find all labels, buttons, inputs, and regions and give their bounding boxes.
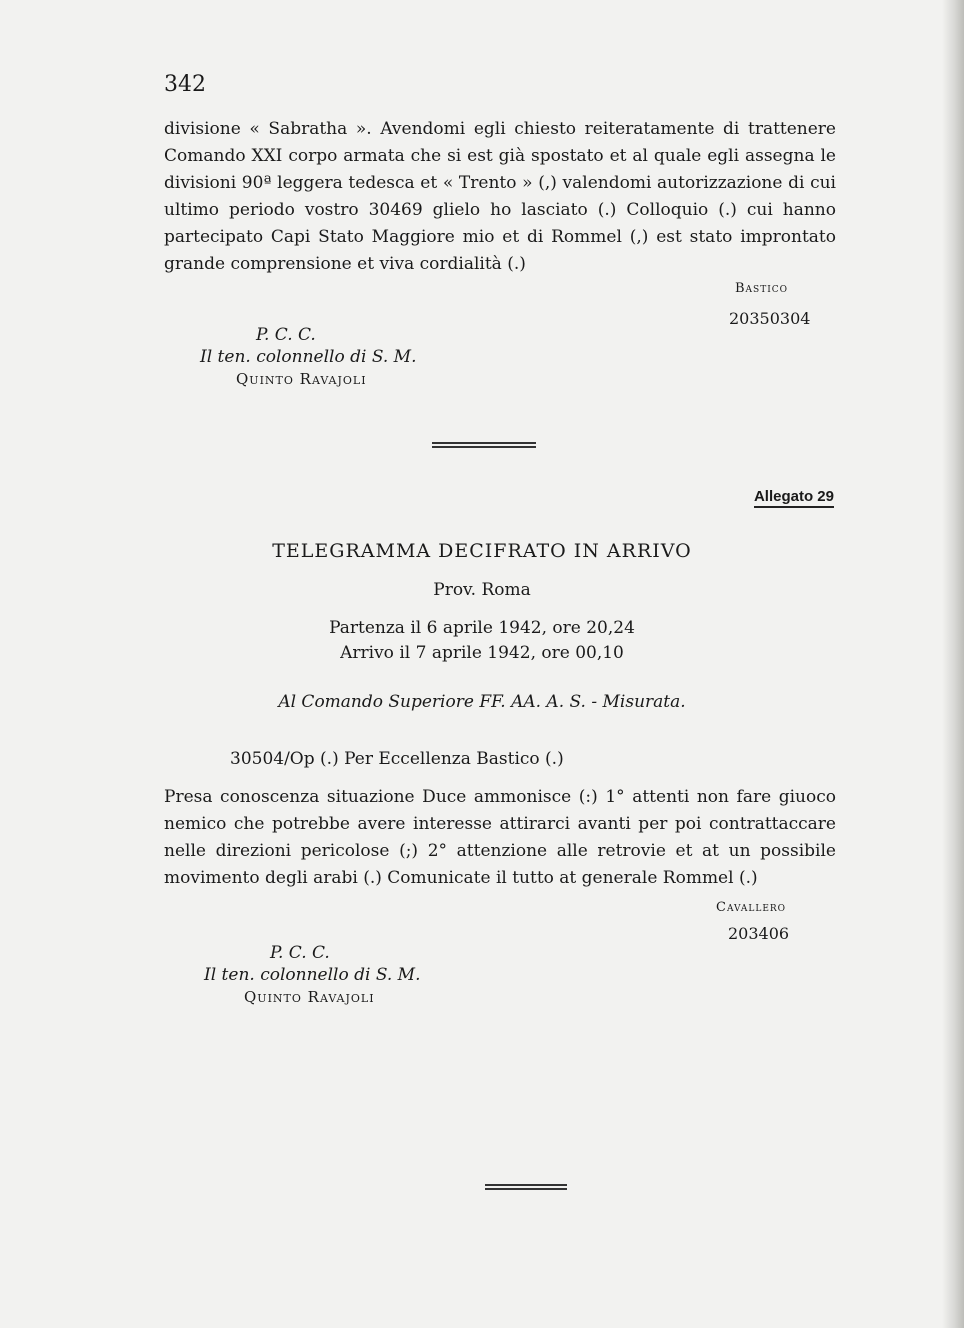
telegram-2-signature: Cavallero bbox=[716, 900, 787, 915]
telegram-1-body: divisione « Sabratha ». Avendomi egli chiesto reiteratamente di trattenere Comando XXI corpo armata che si est già spostato et al quale egli assegna le divisioni 90ª leggera tedesca et « Trento » (,) valendomi autorizzazione di cui ultimo periodo vostro 30469 glielo ho lasciato (.) Colloquio (.) cui hanno partecipato Capi Stato Maggiore mio et di Rommel (,) est stato improntato grande comprensione et viva cordialità (.) bbox=[164, 119, 836, 274]
pcc-label: P. C. C. bbox=[270, 943, 330, 963]
officer-name: Quinto Ravajoli bbox=[244, 988, 375, 1006]
allegato-label: Allegato 29 bbox=[754, 488, 834, 508]
telegram-2-provenance: Prov. Roma bbox=[433, 580, 531, 600]
telegram-1-pcc-block bbox=[256, 324, 316, 346]
telegram-2-addressee: Al Comando Superiore FF. AA. A. S. - Misurata. bbox=[278, 692, 686, 712]
page-number: 342 bbox=[164, 72, 206, 97]
telegram-2-signature-number: 203406 bbox=[728, 924, 790, 943]
section-divider bbox=[432, 442, 536, 448]
telegram-1-signature: Bastico bbox=[735, 281, 789, 296]
telegram-2-rank-block bbox=[204, 964, 420, 1008]
telegram-2-body: Presa conoscenza situazione Duce ammonisce (:) 1° attenti non fare giuoco nemico che potrebbe avere interesse attirarci avanti per poi contrattaccare nelle direzioni pericolose (;) 2° attenzione alle retrovie et at un possibile movimento degli arabi (.) Comunicate il tutto at generale Rommel (.) bbox=[164, 787, 836, 888]
officer-rank: Il ten. colonnello di S. M. bbox=[200, 347, 417, 367]
telegram-2-reference: 30504/Op (.) Per Eccellenza Bastico (.) bbox=[230, 749, 564, 769]
officer-name: Quinto Ravajoli bbox=[236, 370, 367, 388]
bottom-divider bbox=[485, 1184, 567, 1190]
telegram-2-title: TELEGRAMMA DECIFRATO IN ARRIVO bbox=[272, 540, 692, 562]
departure-line: Partenza il 6 aprile 1942, ore 20,24 bbox=[329, 618, 635, 638]
telegram-2-dates bbox=[0, 616, 964, 666]
telegram-2-pcc-block bbox=[270, 942, 330, 964]
officer-rank: Il ten. colonnello di S. M. bbox=[204, 965, 421, 985]
pcc-label: P. C. C. bbox=[256, 325, 316, 345]
telegram-1-signature-number: 20350304 bbox=[729, 309, 811, 328]
arrival-line: Arrivo il 7 aprile 1942, ore 00,10 bbox=[340, 643, 624, 663]
telegram-1-rank-block bbox=[200, 346, 416, 390]
